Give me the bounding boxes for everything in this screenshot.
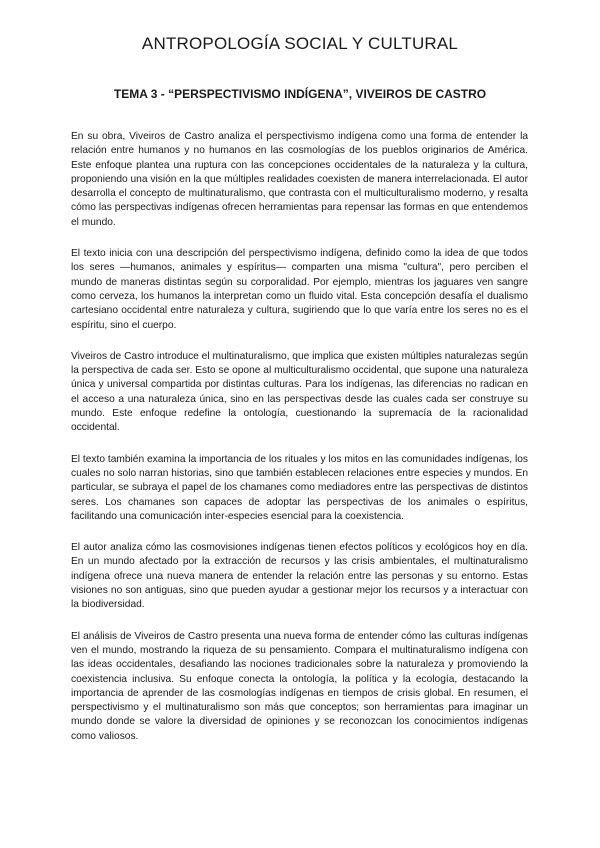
paragraph: Viveiros de Castro introduce el multinaturalismo, que implica que existen múltiples naturalezas según la perspectiva de cada ser. Esto se opone al multiculturalismo occidental, que supone una naturaleza única y universal compartida por distintas culturas. Para los indígenas, las diferencias no radican en el acceso a una naturaleza única, sino en las perspectivas desde las cuales cada ser construye su mundo. Este enfoque redefine la ontología, cuestionando la supremacía de la racionalidad occidental. bbox=[71, 350, 528, 434]
paragraph: El análisis de Viveiros de Castro presenta una nueva forma de entender cómo las culturas indígenas ven el mundo, mostrando la riqueza de su pensamiento. Compara el multinaturalismo indígena con las ideas occidentales, desafiando las nociones tradicionales sobre la naturaleza y promoviendo la coexistencia inclusiva. Su enfoque conecta la ontología, la política y la ecología, destacando la importancia de aprender de las cosmologías indígenas en tiempos de crisis global. En resumen, el perspectivismo y el multinaturalismo son más que conceptos; son herramientas para imaginar un mundo donde se valore la diversidad de opiniones y se reconozcan los conocimientos indígenas como valiosos. bbox=[71, 630, 528, 742]
paragraph: El texto también examina la importancia de los rituales y los mitos en las comunidades indígenas, los cuales no solo narran historias, sino que también establecen relaciones entre especies y mundos. En particular, se subraya el papel de los chamanes como mediadores entre las perspectivas de distintos seres. Los chamanes son capaces de adoptar las perspectivas de los animales o espíritus, facilitando una comunicación inter-especies esencial para la coexistencia. bbox=[71, 453, 529, 522]
paragraph: El autor analiza cómo las cosmovisiones indígenas tienen efectos políticos y ecológicos hoy en día. En un mundo afectado por la extracción de recursos y las crisis ambientales, el multinaturalismo indígena ofrece una nueva manera de entender la relación entre las personas y su entorno. Estas visiones no son antiguas, sino que pueden ayudar a gestionar mejor los recursos y a interactuar con la biodiversidad. bbox=[71, 542, 528, 611]
document-title: ANTROPOLOGÍA SOCIAL Y CULTURAL bbox=[141, 34, 459, 53]
document-subtitle: TEMA 3 - “PERSPECTIVISMO INDÍGENA”, VIVEIROS DE CASTRO bbox=[113, 87, 487, 101]
paragraph: En su obra, Viveiros de Castro analiza el perspectivismo indígena como una forma de entender la relación entre humanos y no humanos en las cosmologías de los pueblos originarios de América. Este enfoque plantea una ruptura con las concepciones occidentales de la naturaleza y la cultura, proponiendo una visión en la que múltiples realidades coexisten de manera interrelacionada. El autor desarrolla el concepto de multinaturalismo, que contrasta con el multiculturalismo moderno, y resalta cómo las perspectivas indígenas ofrecen herramientas para repensar las formas en que entendemos el mundo. bbox=[71, 131, 528, 228]
document-body bbox=[71, 130, 528, 761]
paragraph: El texto inicia con una descripción del perspectivismo indígena, definido como la idea de que todos los seres —humanos, animales y espíritus— comparten una misma "cultura", pero perciben el mundo de maneras distintas según su corporalidad. Por ejemplo, mientras los jaguares ven sangre como cerveza, los humanos la interpretan como un fluido vital. Esta concepción desafía el dualismo cartesiano occidental entre naturaleza y cultura, sugiriendo que lo que varía entre los seres no es el espíritu, sino el cuerpo. bbox=[71, 248, 528, 331]
